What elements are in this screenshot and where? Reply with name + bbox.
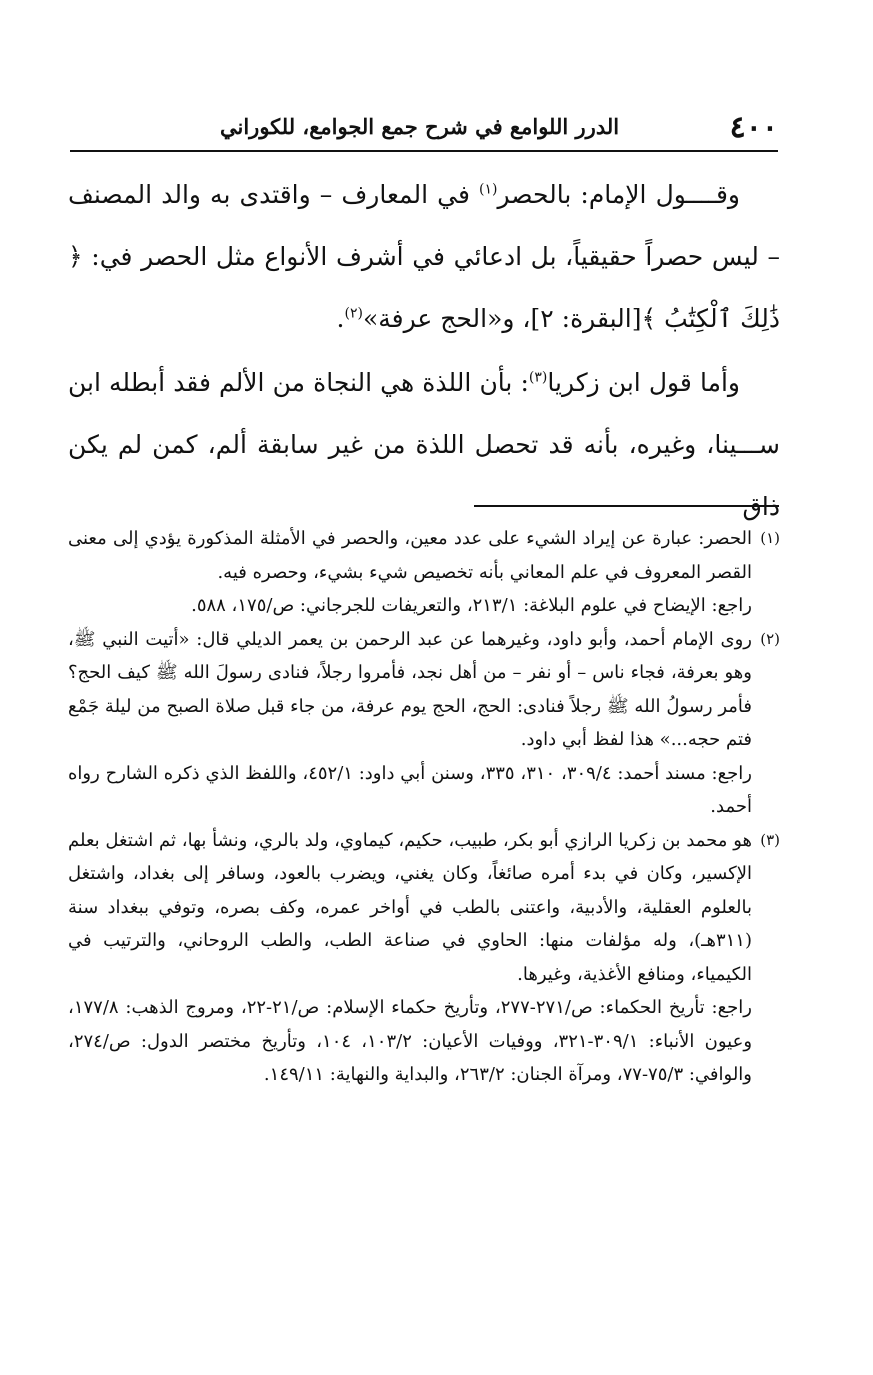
footnote-source: راجع: تأريخ الحكماء: ص/٢٧١-٢٧٧، وتأريخ حكماء الإسلام: ص/٢١-٢٢، ومروج الذهب: ١٧٧/٨، وعيون الأنباء: ٣٠٩/١-٣٢١، ووفيات الأعيان: ١٠٣/٢، ١٠٤، وتأريخ مختصر الدول: ص/٢٧٤، والوافي: ٧٥/٣-٧٧، ومرآة الجنان: ٢٦٣/٢، والبداية والنهاية: ١٤٩/١١.	[68, 997, 753, 1085]
footnote-3	[68, 824, 780, 992]
p1-part-a: وقــــول الإمام: بالحصر	[497, 180, 740, 209]
p2-part-b: : بأن اللذة هي النجاة من الألم فقد أبطله ابن ســـينا، وغيره، بأنه قد تحصل اللذة من غير سابقة ألم، كمن لم يكن ذاق	[68, 368, 780, 521]
p1-part-b: في المعارف – واقتدى به والد المصنف – ليس حصراً حقيقياً، بل ادعائي في أشرف الأنواع مثل الحصر في: ﴿ ذَٰلِكَ ٱلْكِتَٰبُ ﴾[البقرة: ٢]، و«الحج عرفة»	[68, 180, 780, 333]
header-rule	[70, 150, 778, 152]
page-number: ٤٠٠	[729, 110, 778, 145]
footnote-separator	[474, 505, 779, 507]
footnote-number: (٣)	[760, 830, 780, 849]
footnote-source: راجع: الإيضاح في علوم البلاغة: ٢١٣/١، والتعريفات للجرجاني: ص/١٧٥، ٥٨٨.	[191, 595, 752, 616]
footnote-text: روى الإمام أحمد، وأبو داود، وغيرهما عن عبد الرحمن بن يعمر الديلي قال: «أتيت النبي ﷺ، وهو بعرفة، فجاء ناس – أو نفر – من أهل نجد، فأمروا رجلاً، فنادى رسولَ الله ﷺ كيف الحج؟ فأمر رسولُ الله ﷺ رجلاً فنادى: الحج، الحج يوم عرفة، من جاء قبل صلاة الصبح من ليلة جَمْع فتم حجه...» هذا لفظ أبي داود.	[68, 628, 752, 750]
page-header	[70, 108, 778, 148]
running-title: الدرر اللوامع في شرح جمع الجوامع، للكوراني	[220, 114, 620, 139]
footnote-ref-3[interactable]: (٣)	[528, 369, 548, 386]
main-paragraph-2	[68, 352, 780, 538]
footnote-2	[68, 623, 780, 757]
footnote-number: (٢)	[760, 629, 780, 648]
footnote-ref-1[interactable]: (١)	[479, 181, 498, 198]
footnote-text: الحصر: عبارة عن إيراد الشيء على عدد معين، والحصر في الأمثلة المذكورة يؤدي إلى معنى القصر المعروف في علم المعاني بأنه تخصيص شيء بشيء، وحصره فيه.	[68, 528, 752, 583]
p1-part-c: .	[336, 304, 345, 333]
footnotes	[68, 522, 780, 1092]
p2-part-a: وأما قول ابن زكريا	[547, 368, 740, 397]
main-text	[68, 164, 780, 538]
main-paragraph-1	[68, 164, 780, 350]
footnote-ref-2[interactable]: (٢)	[344, 305, 363, 322]
footnote-text: هو محمد بن زكريا الرازي أبو بكر، طبيب، حكيم، كيماوي، ولد بالري، ونشأ بها، ثم اشتغل بعلم الإكسير، وكان في بدء أمره صائغاً، وكان يغني، ويضرب بالعود، وسافر إلى بغداد، واشتغل بالعلوم العقلية، والأدبية، واعتنى بالطب في أواخر عمره، وكف بصره، وتوفي ببغداد سنة (٣١١هـ)، وله مؤلفات منها: الحاوي في صناعة الطب، والطب الروحاني، والترتيب في الكيمياء، ومنافع الأغذية، وغيرها.	[68, 829, 752, 985]
footnote-1	[68, 522, 780, 589]
footnote-number: (١)	[760, 529, 780, 547]
footnote-source: راجع: مسند أحمد: ٣٠٩/٤، ٣١٠، ٣٣٥، وسنن أبي داود: ٤٥٢/١، واللفظ الذي ذكره الشارح رواه أحمد.	[68, 762, 752, 817]
